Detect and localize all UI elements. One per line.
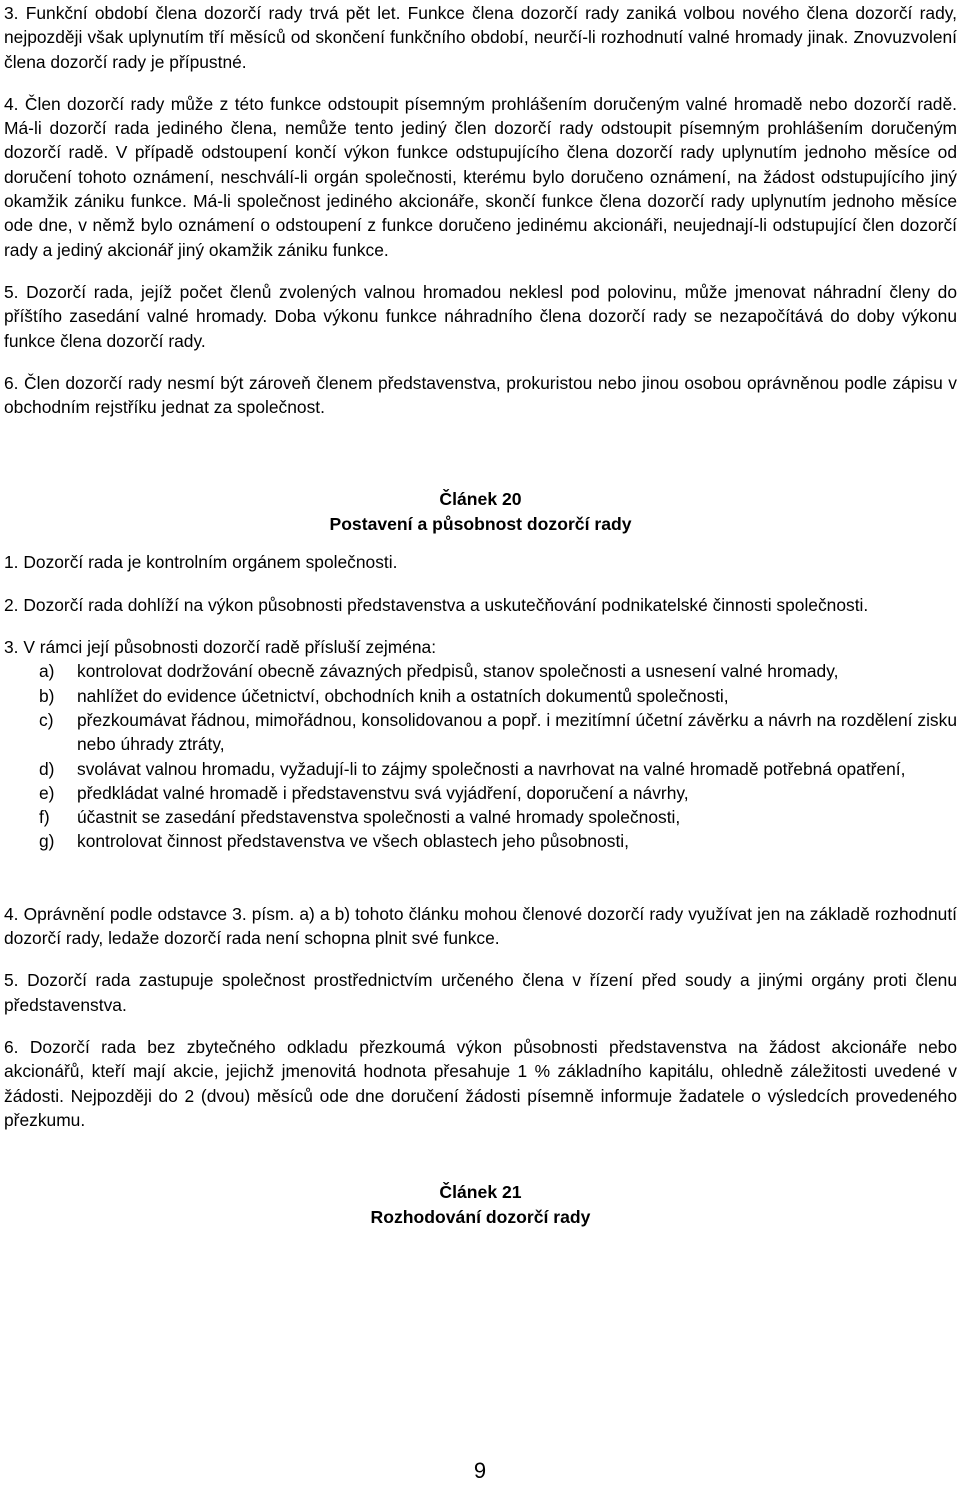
list-marker: g) [39, 831, 55, 852]
list-marker: e) [39, 782, 55, 803]
list-item [4, 757, 957, 781]
list-item-text: kontrolovat dodržování obecně závazných předpisů, stanov společnosti a usnesení valné hromady, [77, 661, 839, 682]
article-20-paragraph-6: 6. Dozorčí rada bez zbytečného odkladu přezkoumá výkon působnosti představenstva na žádost akcionáře nebo akcionářů, kteří mají akcie, jejichž jmenovitá hodnota přesahuje 1 % základního kapitálu, ohledně záležitosti uvedené v žádosti. Nejpozději do 2 (dvou) měsíců ode dne doručení žádosti písemně informuje žadatele o výsledcích provedeného přezkumu. [4, 1036, 957, 1130]
list-item-text: kontrolovat činnost představenstva ve všech oblastech jeho působnosti, [77, 831, 629, 852]
article-20-paragraph-3-intro: 3. V rámci její působnosti dozorčí radě přísluší zejména: [4, 637, 437, 658]
list-marker: a) [39, 661, 55, 682]
list-item-text: přezkoumávat řádnou, mimořádnou, konsolidovanou a popř. i mezitímní účetní závěrku a návrh na rozdělení zisku nebo úhrady ztráty, [77, 709, 957, 755]
article-20-paragraph-5: 5. Dozorčí rada zastupuje společnost prostřednictvím určeného člena v řízení před soudy a jinými orgány proti členu představenstva. [4, 970, 957, 1015]
list-item [4, 829, 957, 853]
list-marker: d) [39, 758, 55, 779]
paragraph-6: 6. Člen dozorčí rady nesmí být zároveň členem představenstva, prokuristou nebo jinou osobou oprávněnou podle zápisu v obchodním rejstříku jednat za společnost. [4, 372, 957, 418]
paragraph-3: 3. Funkční období člena dozorčí rady trvá pět let. Funkce člena dozorčí rady zaniká volbou nového člena dozorčí rady, nejpozději však uplynutím tří měsíců od skončení funkčního období, neurčí-li rozhodnutí valné hromady jinak. Znovuzvolení člena dozorčí rady je přípustné. [4, 3, 957, 72]
list-item-text: předkládat valné hromadě i představenstvu svá vyjádření, doporučení a návrhy, [77, 782, 689, 803]
document-page [4, 1, 957, 1230]
list-marker: b) [39, 685, 55, 706]
list-item-text: účastnit se zasedání představenstva společnosti a valné hromady společnosti, [77, 807, 681, 828]
list-marker: c) [39, 709, 54, 730]
list-item [4, 659, 957, 683]
list-marker: f) [39, 807, 50, 828]
spacer [4, 419, 957, 487]
list-item [4, 805, 957, 829]
article-20-paragraph-1: 1. Dozorčí rada je kontrolním orgánem společnosti. [4, 552, 398, 573]
article-21-number: Článek 21 [439, 1182, 522, 1203]
article-20-paragraph-2: 2. Dozorčí rada dohlíží na výkon působnosti představenstva a uskutečňování podnikatelské činnosti společnosti. [4, 594, 869, 615]
article-20-title: Postavení a působnost dozorčí rady [329, 514, 632, 535]
article-21-title: Rozhodování dozorčí rady [370, 1207, 591, 1228]
paragraph-4: 4. Člen dozorčí rady může z této funkce odstoupit písemným prohlášením doručeným valné hromadě nebo dozorčí radě. Má-li dozorčí rada jediného člena, nemůže tento jediný člen dozorčí rady odstoupit písemným prohlášením doručeným dozorčí radě. V případě odstoupení končí výkon funkce odstupujícího člena dozorčí rady uplynutím jednoho měsíce od doručení tohoto oznámení, neschválí-li orgán společnosti, kterému bylo doručeno oznámení, na žádost odstupujícího jiný okamžik zániku funkce. Má-li společnost jediného akcionáře, skončí funkce člena dozorčí rady uplynutím jednoho měsíce ode dne, v němž bylo oznámení o odstoupení z funkce doručeno jedinému akcionáři, neujednají-li odstupující člen dozorčí rady a jediný akcionář jiný okamžik zániku funkce. [4, 93, 957, 260]
list-item [4, 708, 957, 757]
list-item-text: nahlížet do evidence účetnictví, obchodních knih a ostatních dokumentů společnosti, [77, 685, 729, 706]
article-20-paragraph-4: 4. Oprávnění podle odstavce 3. písm. a) a b) tohoto článku mohou členové dozorčí rady využívat jen na základě rozhodnutí dozorčí rady, ledaže dozorčí rada není schopna plnit své funkce. [4, 903, 957, 949]
spacer [4, 1132, 957, 1180]
article-20-number: Článek 20 [439, 489, 522, 510]
list-item-text: svolávat valnou hromadu, vyžadují-li to zájmy společnosti a navrhovat na valné hromadě potřebná opatření, [77, 758, 906, 779]
article-20-competence-list [4, 659, 957, 853]
list-item [4, 781, 957, 805]
list-item [4, 684, 957, 708]
paragraph-5: 5. Dozorčí rada, jejíž počet členů zvolených valnou hromadou neklesl pod polovinu, může jmenovat náhradní členy do příštího zasedání valné hromady. Doba výkonu funkce náhradního člena dozorčí rady se nezapočítává do doby výkonu funkce člena dozorčí rady. [4, 281, 957, 351]
page-number: 9 [473, 1458, 487, 1483]
